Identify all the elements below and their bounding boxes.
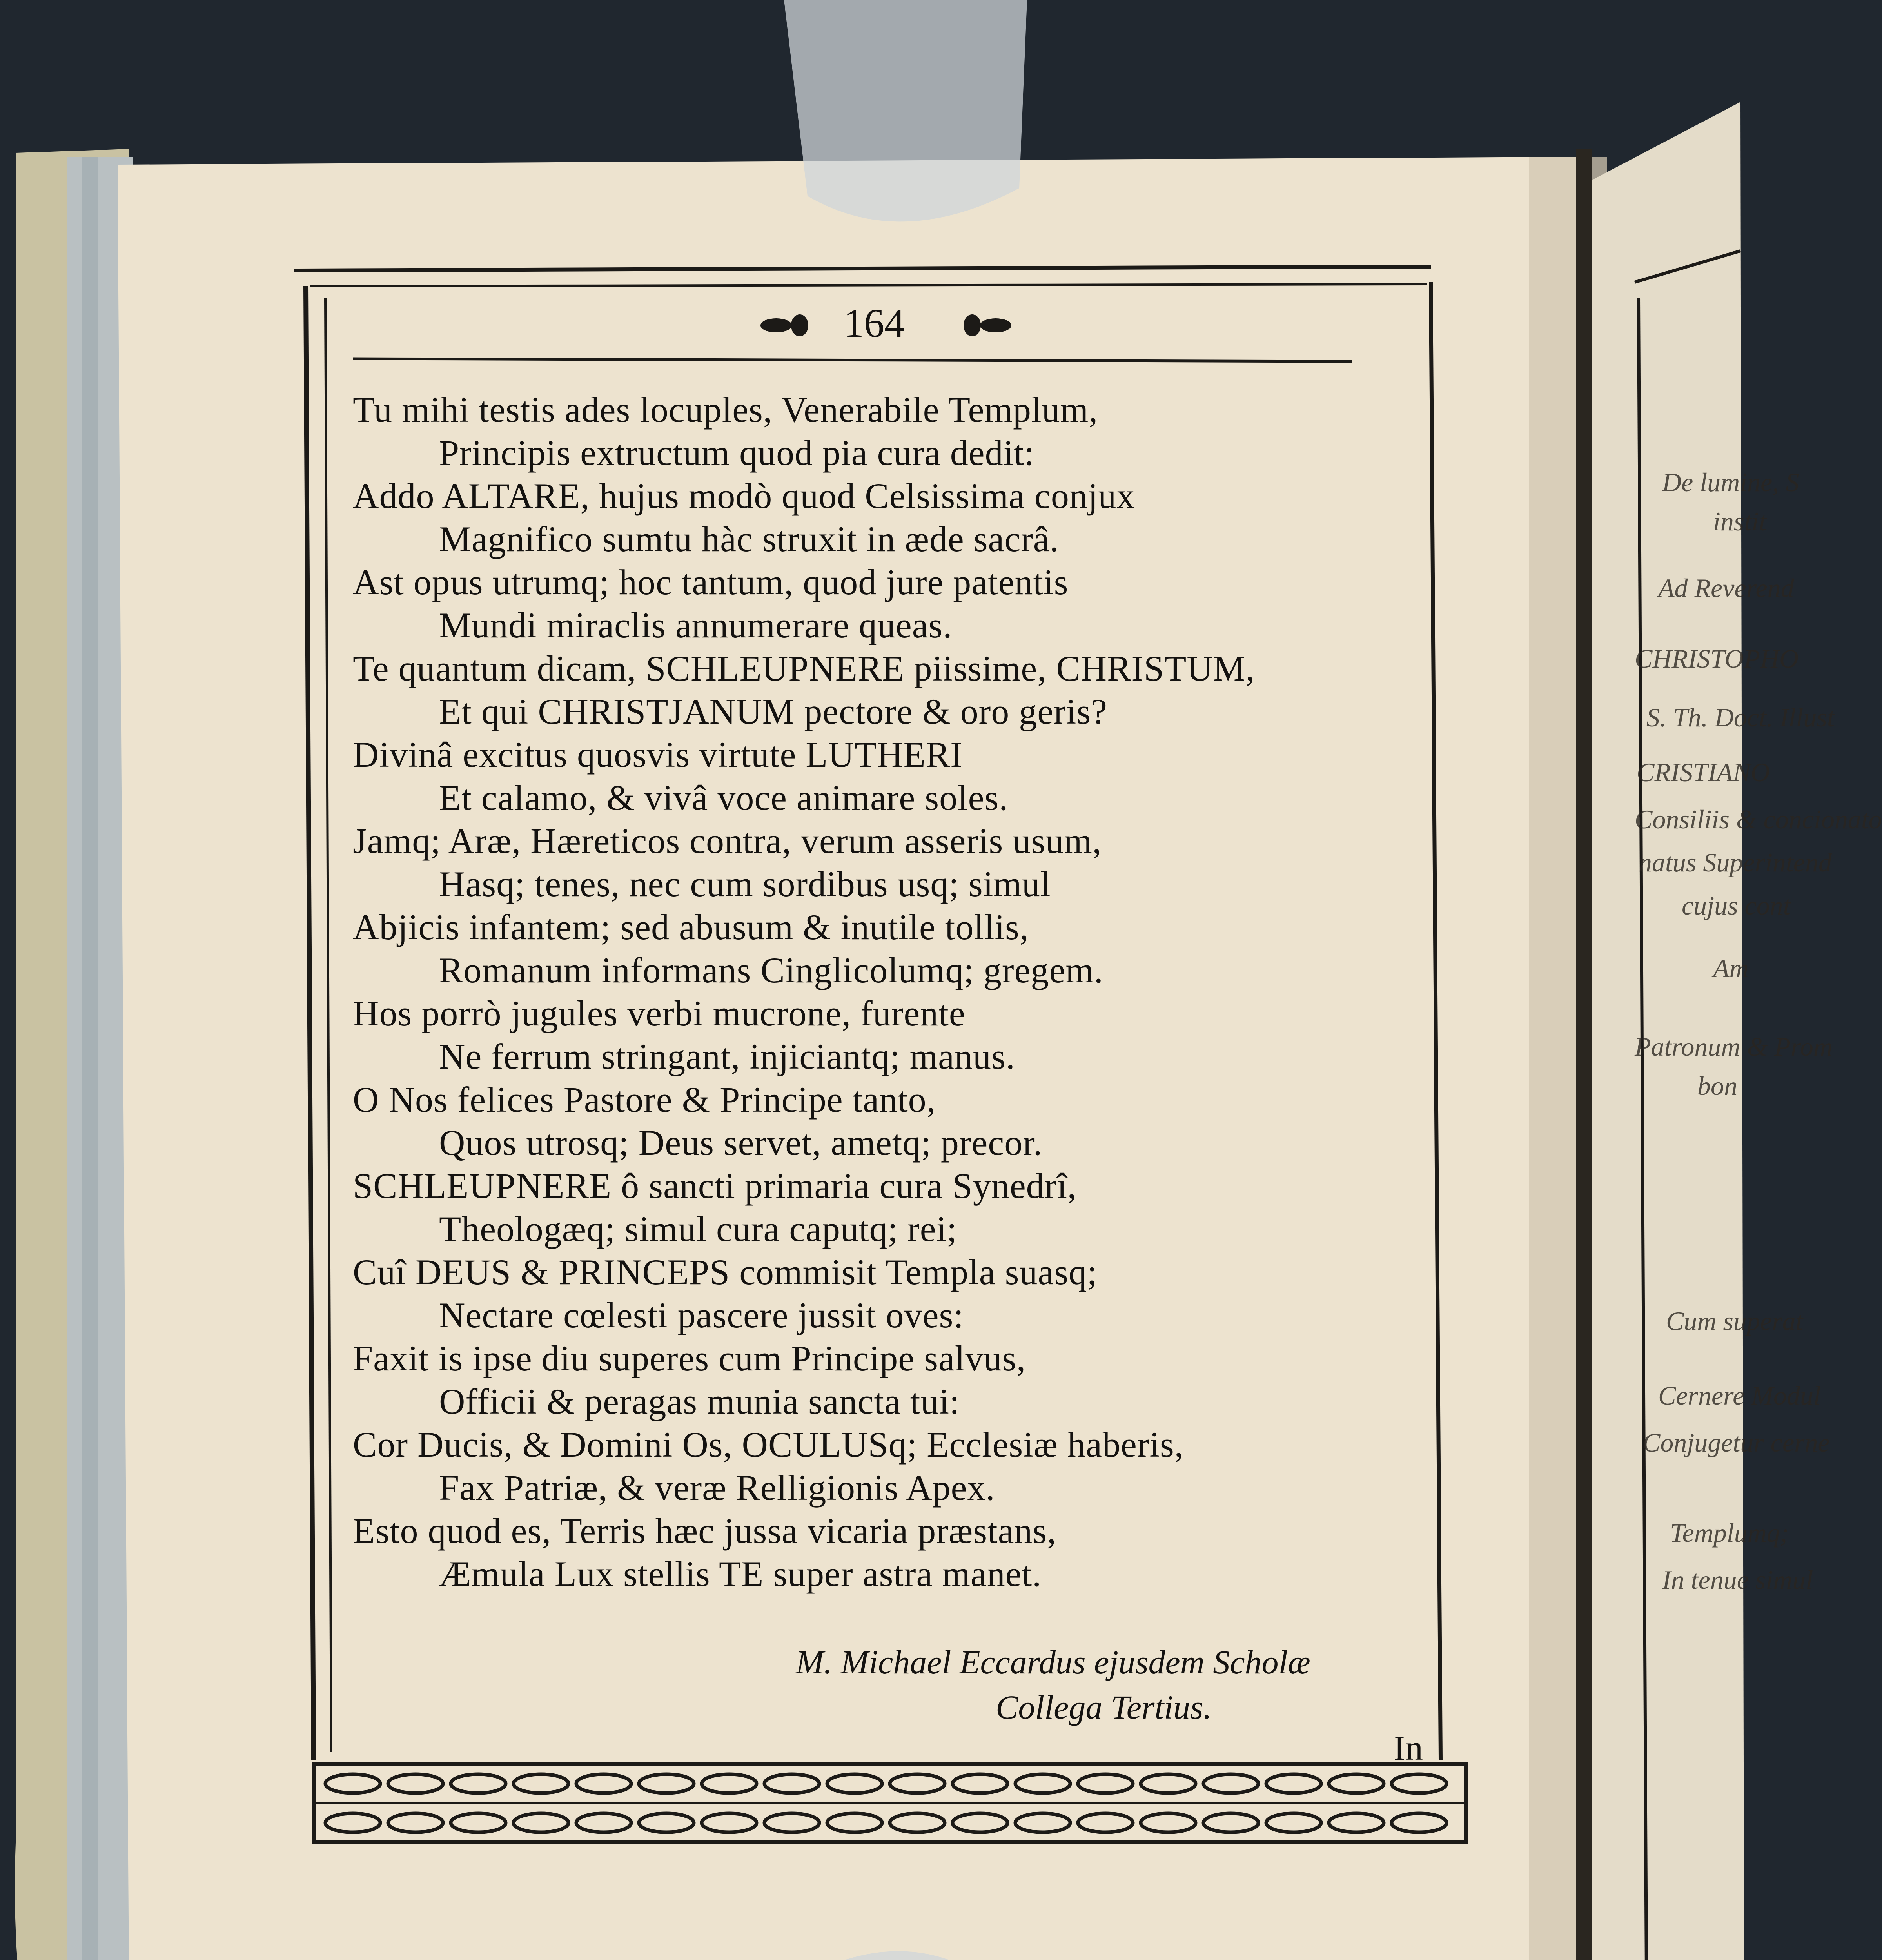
poem-line: Te quantum dicam, SCHLEUPNERE piissime, CHRISTUM, — [353, 648, 1255, 688]
facing-page-fragment: cujus cont — [1682, 891, 1791, 920]
facing-page-fragment: Cum superat — [1666, 1306, 1803, 1336]
poem-line: Abjicis infantem; sed abusum & inutile tollis, — [353, 907, 1029, 947]
poem-line: Divinâ excitus quosvis virtute LUTHERI — [353, 735, 963, 775]
poem-line: Cor Ducis, & Domini Os, OCULUSq; Ecclesiæ haberis, — [353, 1425, 1184, 1465]
poem-line: Hos porrò jugules verbi mucrone, furente — [353, 993, 966, 1033]
facing-page-fragment: Consiliis & concionato — [1635, 804, 1882, 834]
facing-page-fragment: Am — [1713, 953, 1749, 983]
poem-line: Faxit is ipse diu superes cum Principe salvus, — [353, 1338, 1026, 1378]
poem-line: Jamq; Aræ, Hæreticos contra, verum asseris usum, — [353, 821, 1102, 861]
poem-line: Et qui CHRISTJANUM pectore & oro geris? — [439, 691, 1107, 731]
poem-line: Fax Patriæ, & veræ Relligionis Apex. — [439, 1468, 995, 1508]
poem-line: Hasq; tenes, nec cum sordibus usq; simul — [439, 864, 1051, 904]
poem-line: Romanum informans Cinglicolumq; gregem. — [439, 950, 1103, 990]
poem-line: Æmula Lux stellis TE super astra manet. — [439, 1554, 1042, 1594]
facing-page-fragment: CRISTIANO — [1637, 757, 1770, 787]
poem-line: Theologæq; simul cura caputq; rei; — [439, 1209, 957, 1249]
signature-title: Collega Tertius. — [996, 1688, 1212, 1726]
facing-page-fragment: Patronum & Prom — [1635, 1032, 1833, 1062]
signature-name: M. Michael Eccardus ejusdem Scholæ — [796, 1643, 1310, 1681]
facing-page-fragment: Templumq; — [1670, 1518, 1789, 1548]
poem-line: Addo ALTARE, hujus modò quod Celsissima conjux — [353, 476, 1135, 516]
facing-page-fragment: Conjugetur cerne — [1642, 1428, 1830, 1457]
facing-page-fragment: CHRISTOPHO — [1635, 644, 1799, 673]
facing-page-fragment: bon — [1697, 1071, 1737, 1101]
poem-line: Nectare cœlesti pascere jussit oves: — [439, 1295, 964, 1335]
poem-line: Et calamo, & vivâ voce animare soles. — [439, 778, 1009, 818]
facing-page-fragment: instit — [1713, 506, 1767, 536]
page-number: 164 — [844, 301, 905, 346]
poem-line: O Nos felices Pastore & Principe tanto, — [353, 1080, 936, 1120]
poem-line: Tu mihi testis ades locuples, Venerabile Templum, — [353, 390, 1098, 430]
facing-page-fragment: Ad Reverend — [1658, 573, 1794, 603]
poem-line: Ast opus utrumq; hoc tantum, quod jure patentis — [353, 562, 1069, 602]
poem-line: Esto quod es, Terris hæc jussa vicaria præstans, — [353, 1511, 1057, 1551]
facing-page-fragment: S. Th. Doct. Illust — [1646, 702, 1835, 732]
facing-page-fragment: De lumine, S — [1662, 467, 1799, 497]
poem-line: Quos utrosq; Deus servet, ametq; precor. — [439, 1123, 1043, 1163]
poem-line: Ne ferrum stringant, injiciantq; manus. — [439, 1036, 1015, 1076]
poem-line: Officii & peragas munia sancta tui: — [439, 1381, 960, 1421]
catchword: In — [1394, 1729, 1423, 1768]
poem-line: Cuî DEUS & PRINCEPS commisit Templa suasq; — [353, 1252, 1098, 1292]
poem-line: Magnifico sumtu hàc struxit in æde sacrâ. — [439, 519, 1059, 559]
facing-page-fragment: In tenue simul — [1662, 1565, 1813, 1595]
poem-line: Mundi miraclis annumerare queas. — [439, 605, 953, 645]
facing-page-fragment: natus Superintend — [1639, 848, 1832, 877]
poem-line: SCHLEUPNERE ô sancti primaria cura Synedrî, — [353, 1166, 1077, 1206]
poem-line: Principis extructum quod pia cura dedit: — [439, 433, 1035, 473]
facing-page-fragment: Cernere Modul — [1658, 1381, 1821, 1410]
poem-text — [353, 388, 1392, 1595]
